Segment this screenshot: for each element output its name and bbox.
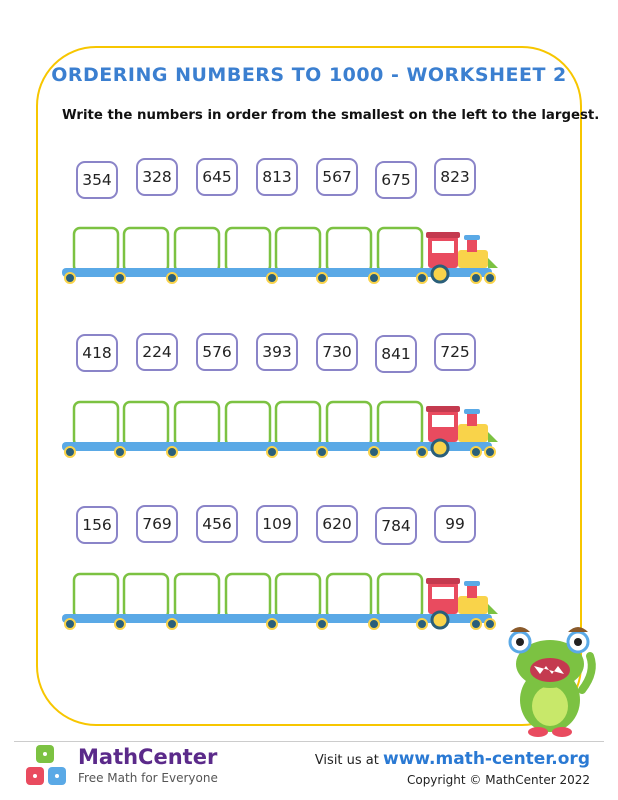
website-link[interactable]: www.math-center.org [383, 749, 590, 769]
number-box: 328 [136, 158, 178, 196]
number-box: 576 [196, 333, 238, 371]
brand-tagline: Free Math for Everyone [78, 771, 218, 785]
number-box: 456 [196, 505, 238, 543]
number-box: 675 [375, 161, 417, 199]
number-box: 725 [434, 333, 476, 371]
monster-mascot-illustration [492, 620, 610, 740]
number-box: 730 [316, 333, 358, 371]
footer-divider [14, 741, 604, 742]
mathcenter-logo-icon [22, 743, 72, 791]
number-box: 823 [434, 158, 476, 196]
number-box: 418 [76, 334, 118, 372]
visit-text [315, 749, 590, 769]
number-box: 567 [316, 158, 358, 196]
number-box: 99 [434, 505, 476, 543]
number-box: 645 [196, 158, 238, 196]
number-box: 224 [136, 333, 178, 371]
number-box: 156 [76, 506, 118, 544]
number-box: 354 [76, 161, 118, 199]
number-box: 813 [256, 158, 298, 196]
number-box: 769 [136, 505, 178, 543]
number-box: 620 [316, 505, 358, 543]
train-illustration-3 [62, 568, 502, 638]
number-box: 393 [256, 333, 298, 371]
number-box: 784 [375, 507, 417, 545]
number-box: 841 [375, 335, 417, 373]
train-illustration-1 [62, 222, 502, 292]
worksheet-title: ORDERING NUMBERS TO 1000 - WORKSHEET 2 [51, 64, 567, 86]
visit-prefix: Visit us at [314, 753, 384, 768]
number-box: 109 [256, 505, 298, 543]
train-illustration-2 [62, 396, 502, 466]
copyright-text: Copyright © MathCenter 2022 [406, 773, 590, 787]
brand-name: MathCenter [78, 745, 218, 769]
instruction-text: Write the numbers in order from the smallest on the left to the largest. [62, 108, 600, 123]
